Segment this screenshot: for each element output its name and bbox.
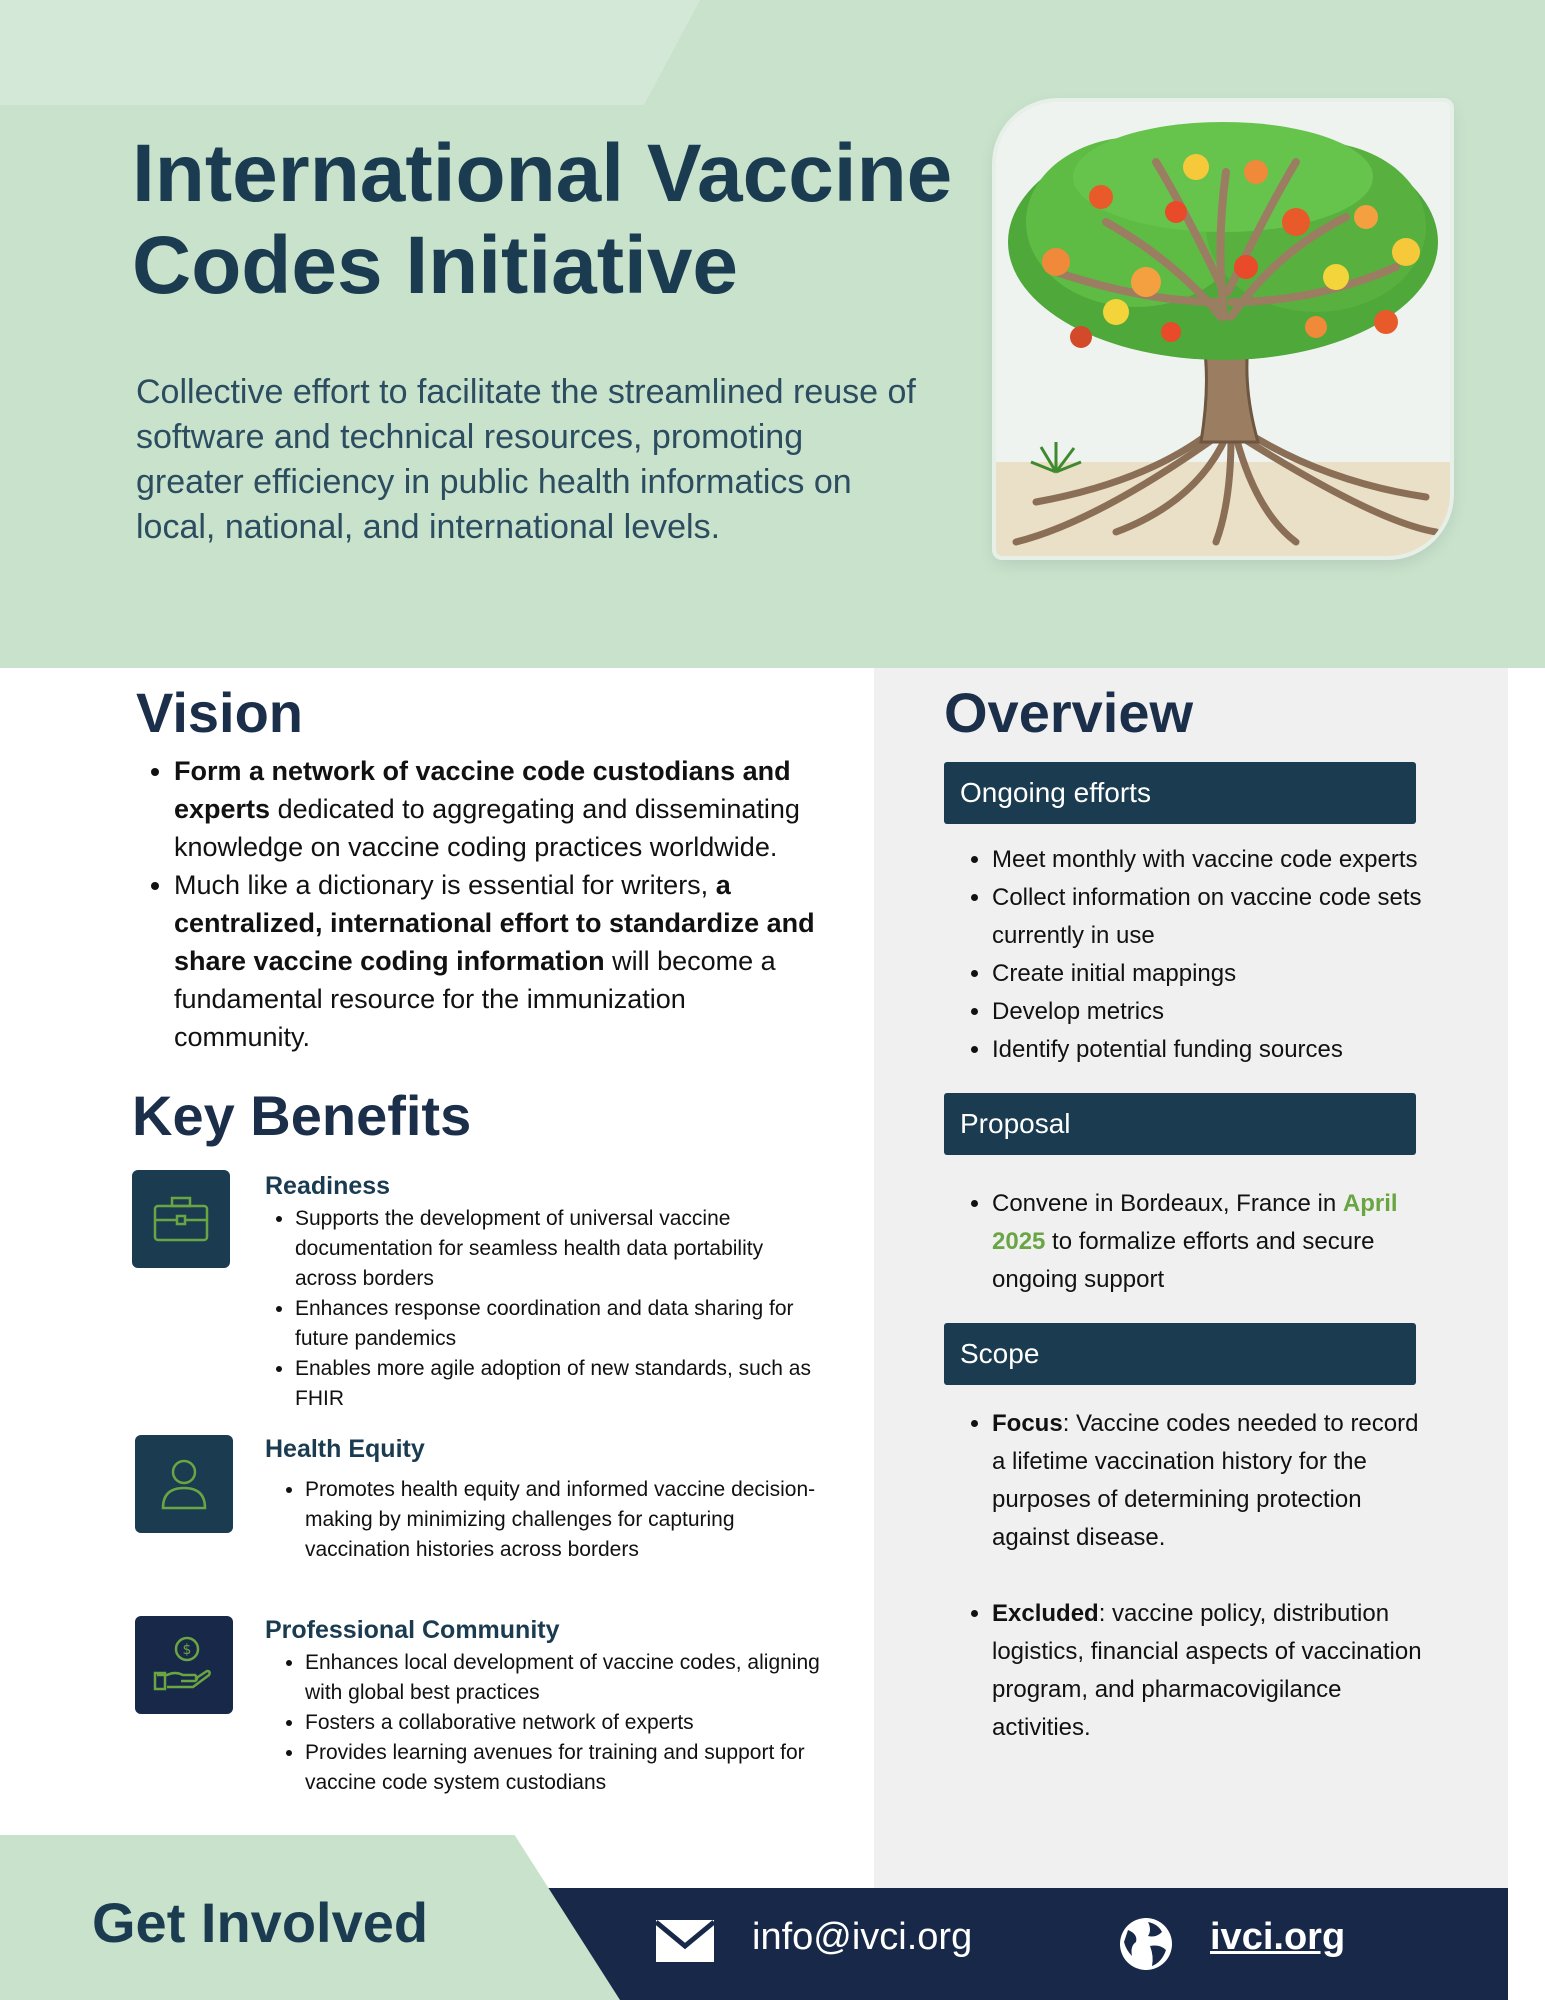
scope-header: Scope [944,1323,1416,1385]
scope-excluded-label: Excluded [992,1600,1099,1627]
benefit-list-professional-community [275,1648,835,1798]
list-item: • Create initial mappings [992,955,1428,993]
list-item [174,866,816,1056]
proposal-text-end: to formalize efforts and secure ongoing support [992,1228,1375,1293]
person-icon [135,1435,233,1533]
tree-illustration [996,102,1450,556]
svg-text:$: $ [182,1642,192,1658]
list-item: • Develop metrics [992,993,1428,1031]
globe-icon [1118,1916,1174,1977]
vision-heading: Vision [136,681,304,744]
hero-accent-strip [0,0,700,105]
list-item: • Meet monthly with vaccine code experts [992,841,1428,879]
ongoing-efforts-header: Ongoing efforts [944,762,1416,824]
vision-point-2-bold: a centralized, international effort to standardize and share vaccine coding information [174,870,815,976]
list-item [992,1405,1428,1557]
list-item [174,752,816,866]
list-item [992,1185,1398,1299]
proposal-date: April 2025 [992,1190,1398,1255]
vision-point-2-intro: Much like a dictionary is essential for writers, [174,870,716,900]
benefit-title-readiness: Readiness [265,1172,391,1200]
page-title: International Vaccine Codes Initiative [132,128,953,311]
list-item: • Promotes health equity and informed vaccine decision-making by minimizing challenges for capturing vaccination histories across borders [305,1475,835,1565]
key-benefits-heading: Key Benefits [132,1084,472,1147]
benefit-list-health-equity [275,1475,835,1565]
proposal-header: Proposal [944,1093,1416,1155]
benefit-list-readiness [265,1204,825,1414]
benefit-title-health-equity: Health Equity [265,1435,425,1463]
list-item: • Fosters a collaborative network of experts [305,1708,835,1738]
website-link[interactable]: ivci.org [1210,1916,1346,1958]
proposal-text: Convene in Bordeaux, France in [992,1190,1343,1217]
envelope-icon [654,1918,716,1969]
list-item: • Identify potential funding sources [992,1031,1428,1069]
page-subtitle: Collective effort to facilitate the streamlined reuse of software and technical resources, promoting greater efficiency in public health informatics on local, national, and international levels. [136,373,916,546]
vision-point-1-bold: Form a network of vaccine code custodians and experts [174,756,791,824]
hand-coin-icon [135,1616,233,1714]
scope-focus-text: : Vaccine codes needed to record a lifetime vaccination history for the purposes of determining protection against disease. [992,1410,1419,1551]
list-item: • Enables more agile adoption of new standards, such as FHIR [295,1354,825,1414]
list-item [992,1595,1428,1747]
list-item: • Supports the development of universal vaccine documentation for seamless health data portability across borders [295,1204,825,1294]
get-involved-heading: Get Involved [92,1891,429,1954]
vision-list [136,752,816,1056]
tree-icon [996,102,1450,556]
scope-excluded-text: : vaccine policy, distribution logistics, financial aspects of vaccination program, and pharmacovigilance activities. [992,1600,1422,1741]
briefcase-icon [132,1170,230,1268]
list-item: • Enhances local development of vaccine codes, aligning with global best practices [305,1648,835,1708]
benefit-title-professional-community: Professional Community [265,1616,560,1644]
list-item: • Collect information on vaccine code sets currently in use [992,879,1428,955]
vision-point-2-text: will become a fundamental resource for the immunization community. [174,946,776,1052]
overview-heading: Overview [944,681,1194,744]
proposal-list [958,1185,1398,1299]
scope-focus-label: Focus [992,1410,1063,1437]
email-link[interactable]: info@ivci.org [752,1916,973,1958]
scope-list [958,1405,1428,1747]
ongoing-efforts-list [958,841,1428,1069]
list-item: • Provides learning avenues for training and support for vaccine code system custodians [305,1738,835,1798]
page-margin [1508,668,1545,2000]
vision-point-1-text: dedicated to aggregating and disseminating knowledge on vaccine coding practices worldwide. [174,794,800,862]
list-item: • Enhances response coordination and data sharing for future pandemics [295,1294,825,1354]
